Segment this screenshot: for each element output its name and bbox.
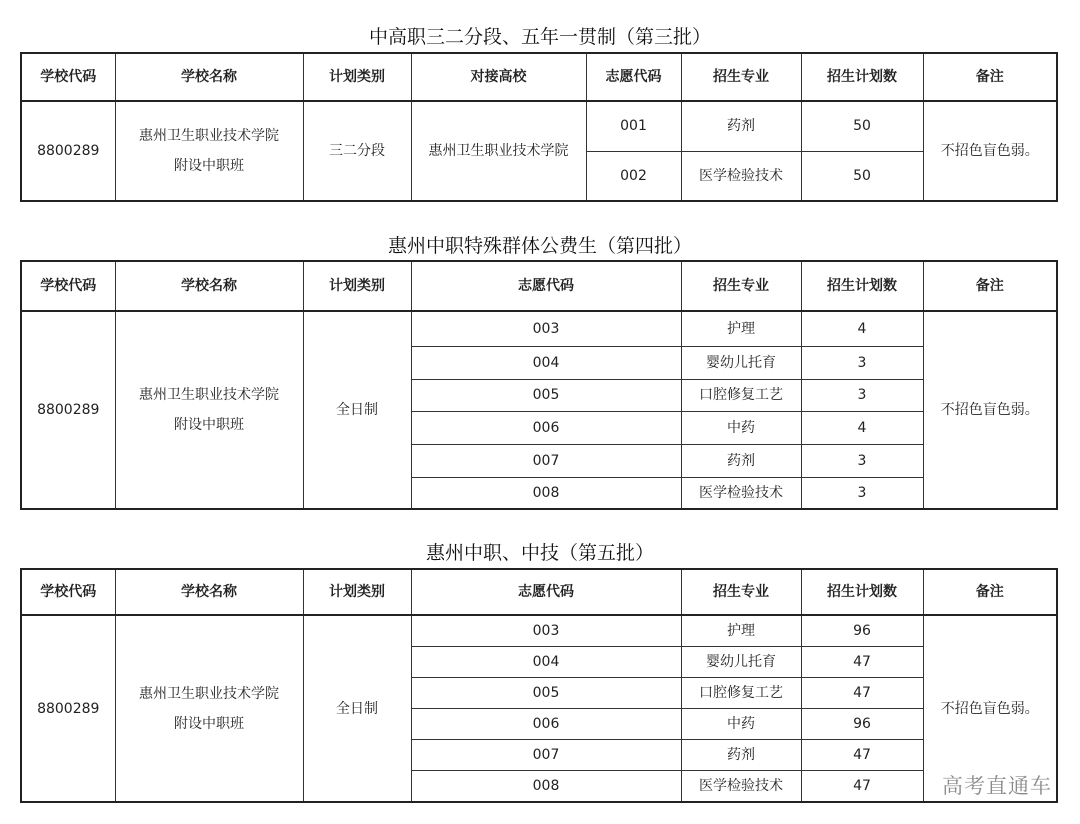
school-name [115,311,303,509]
column-header: 备注 [923,261,1057,311]
column-header: 招生计划数 [801,569,923,615]
major: 婴幼儿托育 [681,346,801,379]
column-header: 招生专业 [681,53,801,101]
table-row [21,311,1057,346]
school-code: 8800289 [21,615,115,802]
school-name-line1: 惠州卫生职业技术学院 [139,128,279,144]
application-code: 003 [411,615,681,647]
column-header: 备注 [923,569,1057,615]
column-header: 学校代码 [21,569,115,615]
enrollment-count: 3 [801,379,923,411]
column-header: 志愿代码 [586,53,681,101]
note: 不招色盲色弱。 [923,101,1057,201]
enrollment-count: 50 [801,101,923,151]
header-row [21,569,1057,615]
school-code: 8800289 [21,311,115,509]
column-header: 招生计划数 [801,261,923,311]
table-row [21,101,1057,151]
section-title: 惠州中职、中技（第五批） [425,542,654,564]
column-header: 备注 [923,53,1057,101]
enrollment-count: 47 [801,647,923,678]
major: 婴幼儿托育 [681,647,801,678]
enrollment-count: 96 [801,615,923,647]
table-row [21,615,1057,647]
enrollment-count: 47 [801,678,923,709]
major: 口腔修复工艺 [681,678,801,709]
major: 医学检验技术 [681,771,801,803]
school-name-line1: 惠州卫生职业技术学院 [139,387,279,403]
school-name-line2: 附设中职班 [174,158,244,174]
plan-type: 全日制 [303,615,411,802]
column-header: 学校名称 [115,53,303,101]
major: 医学检验技术 [681,477,801,509]
enrollment-count: 4 [801,411,923,444]
column-header: 招生专业 [681,569,801,615]
major: 中药 [681,709,801,740]
note: 不招色盲色弱。 [923,311,1057,509]
enrollment-count: 3 [801,444,923,477]
column-header: 学校代码 [21,53,115,101]
major: 护理 [681,615,801,647]
school-name-line1: 惠州卫生职业技术学院 [139,685,279,702]
plan-type: 全日制 [303,311,411,509]
application-code: 005 [411,379,681,411]
plan-table [20,52,1058,202]
application-code: 007 [411,444,681,477]
column-header: 学校名称 [115,261,303,311]
enrollment-count: 4 [801,311,923,346]
enrollment-count: 96 [801,709,923,740]
column-header: 计划类别 [303,261,411,311]
header-row [21,261,1057,311]
application-code: 003 [411,311,681,346]
enrollment-count: 3 [801,477,923,509]
application-code: 001 [586,101,681,151]
major: 护理 [681,311,801,346]
major: 药剂 [681,101,801,151]
application-code: 006 [411,411,681,444]
column-header: 志愿代码 [411,569,681,615]
application-code: 007 [411,740,681,771]
partner-college: 惠州卫生职业技术学院 [411,101,586,201]
major: 口腔修复工艺 [681,379,801,411]
school-name [115,101,303,201]
application-code: 004 [411,647,681,678]
column-header: 计划类别 [303,569,411,615]
school-name [115,615,303,802]
application-code: 005 [411,678,681,709]
enrollment-count: 3 [801,346,923,379]
section-title: 惠州中职特殊群体公费生（第四批） [387,235,692,257]
major: 中药 [681,411,801,444]
plan-table [20,260,1058,510]
enrollment-count: 47 [801,771,923,803]
enrollment-count: 50 [801,151,923,201]
plan-type: 三二分段 [303,101,411,201]
major: 药剂 [681,740,801,771]
column-header: 学校代码 [21,261,115,311]
column-header: 志愿代码 [411,261,681,311]
note: 不招色盲色弱。 [923,615,1057,802]
header-row [21,53,1057,101]
column-header: 对接高校 [411,53,586,101]
column-header: 招生计划数 [801,53,923,101]
column-header: 计划类别 [303,53,411,101]
school-name-line2: 附设中职班 [174,417,244,433]
application-code: 008 [411,477,681,509]
plan-table [20,568,1058,803]
section-title: 中高职三二分段、五年一贯制（第三批） [368,26,711,48]
enrollment-count: 47 [801,740,923,771]
major: 医学检验技术 [681,151,801,201]
application-code: 006 [411,709,681,740]
application-code: 004 [411,346,681,379]
school-code: 8800289 [21,101,115,201]
application-code: 008 [411,771,681,803]
column-header: 学校名称 [115,569,303,615]
application-code: 002 [586,151,681,201]
watermark: 高考直通车 [942,774,1052,798]
column-header: 招生专业 [681,261,801,311]
major: 药剂 [681,444,801,477]
school-name-line2: 附设中职班 [174,715,244,732]
